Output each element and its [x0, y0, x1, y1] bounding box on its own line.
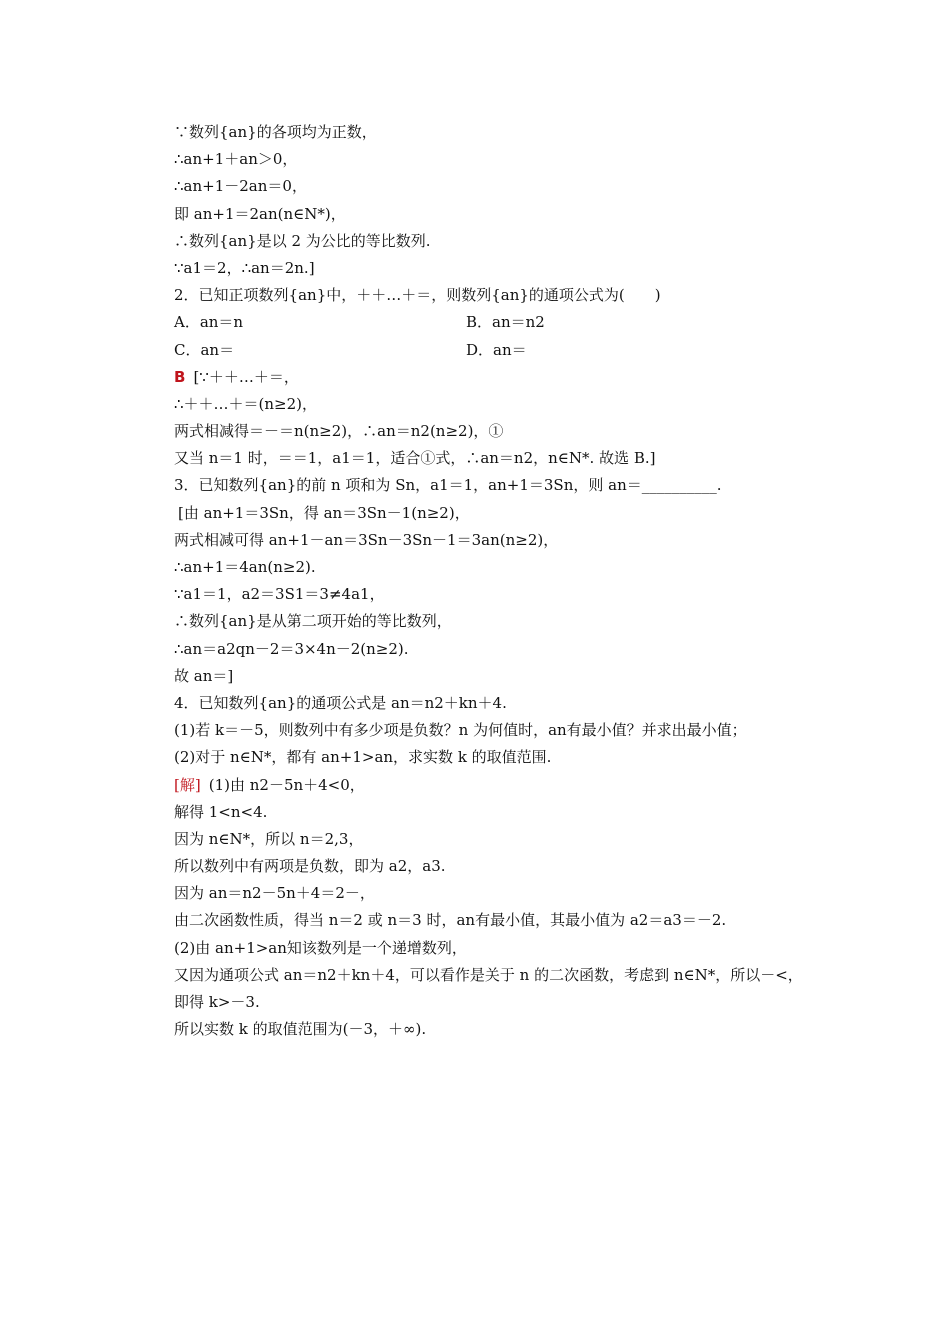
- q4-part-2: (2)对于 n∈N*，都有 an+1>an，求实数 k 的取值范围.: [174, 748, 552, 767]
- question-4-stem: 4．已知数列{an}的通项公式是 an＝n2＋kn＋4.: [174, 693, 507, 712]
- text-line: ∴an+1－2an＝0，: [174, 177, 307, 196]
- option-d: D．an＝: [466, 340, 527, 359]
- q4-solution-first: [174, 772, 834, 799]
- text-line: ∵a1＝2，∴an＝2n.]: [174, 258, 315, 277]
- text-line: 由二次函数性质，得当 n＝2 或 n＝3 时，an有最小值，其最小值为 a2＝a3＝－2.: [174, 911, 727, 930]
- text-line: 所以数列中有两项是负数，即为 a2，a3.: [174, 857, 446, 876]
- text-line: ∵数列{an}的各项均为正数，: [174, 123, 377, 141]
- text-line: ∴数列{an}是从第二项开始的等比数列，: [174, 612, 452, 631]
- question-3-stem: 3．已知数列{an}的前 n 项和为 Sn，a1＝1，an+1＝3Sn，则 an＝__________.: [174, 476, 722, 495]
- text-line: ∴an＝a2qn－2＝3×4n－2(n≥2).: [174, 639, 409, 658]
- text-line: (2)由 an+1>an知该数列是一个递增数列，: [174, 938, 467, 957]
- option-a: A．an＝n: [174, 313, 244, 332]
- text-line: 所以实数 k 的取值范围为(－3，＋∞).: [174, 1020, 427, 1039]
- text-line: 故 an＝]: [174, 666, 234, 685]
- answer-text: [∵＋＋…＋＝，: [193, 367, 299, 386]
- text-line: 两式相减得＝－＝n(n≥2)，∴an＝n2(n≥2)，①: [174, 422, 504, 441]
- option-b: B．an＝n2: [466, 313, 545, 332]
- answer-2-first-line: [174, 364, 834, 391]
- solution-text: (1)由 n2－5n＋4<0，: [208, 775, 365, 794]
- text-line: ∴an+1＋an＞0，: [174, 150, 298, 169]
- text-line: 两式相减可得 an+1－an＝3Sn－3Sn－1＝3an(n≥2)，: [174, 530, 559, 549]
- answer-letter: B: [174, 367, 186, 386]
- solution-label: [解]: [174, 775, 201, 794]
- text-line: 解得 1<n<4.: [174, 802, 268, 821]
- option-c: C．an＝: [174, 340, 235, 359]
- text-line: ∵a1＝1，a2＝3S1＝3≠4a1，: [174, 585, 385, 604]
- text-line: 又当 n＝1 时，＝＝1，a1＝1，适合①式，∴an＝n2，n∈N*. 故选 B.]: [174, 449, 656, 468]
- question-2-stem: 2．已知正项数列{an}中，＋＋…＋＝，则数列{an}的通项公式为( ): [174, 286, 661, 305]
- text-line: 即得 k>－3.: [174, 993, 260, 1011]
- text-line: ∴an+1＝4an(n≥2).: [174, 558, 316, 576]
- text-line: ∴＋＋…＋＝(n≥2)，: [174, 394, 318, 413]
- q3-solution-first: [由 an+1＝3Sn，得 an＝3Sn－1(n≥2)，: [178, 503, 470, 522]
- text-line: 因为 an＝n2－5n＋4＝2－，: [174, 884, 375, 903]
- text-line: ∴数列{an}是以 2 为公比的等比数列.: [174, 231, 431, 250]
- text-line: 又因为通项公式 an＝n2＋kn＋4，可以看作是关于 n 的二次函数，考虑到 n∈N*，所以－<，: [174, 965, 803, 984]
- document-body: [174, 119, 834, 1043]
- q4-part-1: (1)若 k＝－5，则数列中有多少项是负数？n 为何值时，an有最小值？并求出最小值；: [174, 721, 747, 740]
- options-row: [174, 309, 834, 336]
- options-row: [174, 337, 834, 364]
- text-line: 即 an+1＝2an(n∈N*)，: [174, 204, 346, 223]
- text-line: 因为 n∈N*，所以 n＝2,3，: [174, 829, 364, 848]
